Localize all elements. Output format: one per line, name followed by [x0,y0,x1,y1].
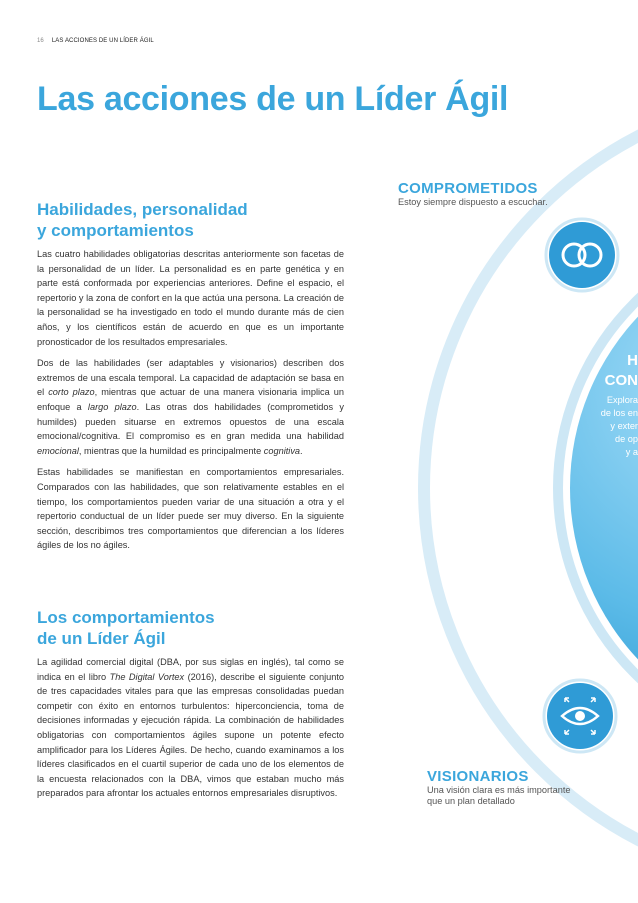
text-run: La agilidad comercial digital (DBA, por sus siglas en inglés), tal como se indica en el libro [37,657,344,682]
text-run: , mientras que la humildad es principalmente [78,445,264,456]
emphasis: cognitiva [263,445,301,456]
center-fragment: H [627,352,638,369]
paragraph-1: Las cuatro habilidades obligatorias descritas anteriormente son facetas de la personalidad de un líder. La personalidad es en parte genética y en parte está conformada por experiencias anteriores. Define el espacio, el repertorio y la zona de confort en la que actúa una persona. La creación de la personalidad se ha investigado en todo el mundo durante más de cien años, y los científicos están de acuerdo en que es un importante pronosticador de los resultados empresariales. [37,249,344,347]
visionarios-label [427,768,571,807]
text-run: (2016), describe el siguiente conjunto de tres capacidades vitales para que las empresas consolidadas puedan competir con éxito en entornos turbulentos: hiperconciencia, toma de decisiones informadas y ejecución rápida. La combinación de habilidades obligatorias con comportamientos ágiles supone un potente efecto amplificador para los Líderes Ágiles. De hecho, cuando examinamos a los líderes clasificados en el cuartil superior de cada uno de los elementos de la encuesta relacionados con la DBA, vimos que estaban mucho más preparados para afrontar los actuales entornos empresariales disruptivos. [37,671,344,799]
center-fragment: Explora [606,395,638,405]
paragraph-3: Estas habilidades se manifiestan en comportamientos empresariales. Comparados con las habilidades, que son relativamente estables en el tiempo, los comportamientos pueden variar de una situación a otra y el repertorio conductual de un líder puede ser muy diverso. En la siguiente sección, describimos tres comportamientos que diferencian a los líderes ágiles de los no ágiles. [37,467,344,551]
heading-line-2: y comportamientos [37,221,194,240]
emphasis: corto plazo [48,387,95,398]
center-fragment: de los en [600,408,638,418]
center-fragment: y exter [610,421,638,431]
desc-line-1: Una visión clara es más importante [427,785,571,795]
running-title: LAS ACCIONES DE UN LÍDER ÁGIL [51,38,154,44]
text-run: Dos de las habilidades (ser adaptables y visionarios) describen dos extremos de una escala temporal. La capacidad de adaptación se basa en el [37,358,344,398]
comprometidos-label [398,180,548,208]
emphasis: emocional [37,445,79,456]
center-fragment: de op [615,434,638,444]
heading-line-1: Habilidades, personalidad [37,200,248,219]
page-number: 16 [37,38,44,44]
center-fragment: y a [625,447,638,457]
skill-title: VISIONARIOS [427,768,529,785]
text-run: . Las otras dos habilidades (comprometidos y humildes) pueden situarse en extremos opuestos de una escala emocional/cognitiva. El compromiso es en gran medida una habilidad [37,401,344,442]
text-run: , mientras que actuar de una manera visionaria implica un enfoque a [37,387,344,412]
emphasis: largo plazo [87,401,137,412]
emphasis: The Digital Vortex [109,671,185,682]
center-fragment: CON [604,372,638,389]
heading-line-2: de un Líder Ágil [37,629,166,648]
page-title: Las acciones de un Líder Ágil [37,80,509,118]
skill-title: COMPROMETIDOS [398,180,538,197]
heading-line-1: Los comportamientos [37,608,215,627]
comprometidos-icon [546,219,618,291]
text-run: . [300,445,303,456]
skill-description [427,785,571,807]
desc-line-2: que un plan detallado [427,796,515,806]
skill-description: Estoy siempre dispuesto a escuchar. [398,197,548,207]
eye-icon [544,680,616,752]
